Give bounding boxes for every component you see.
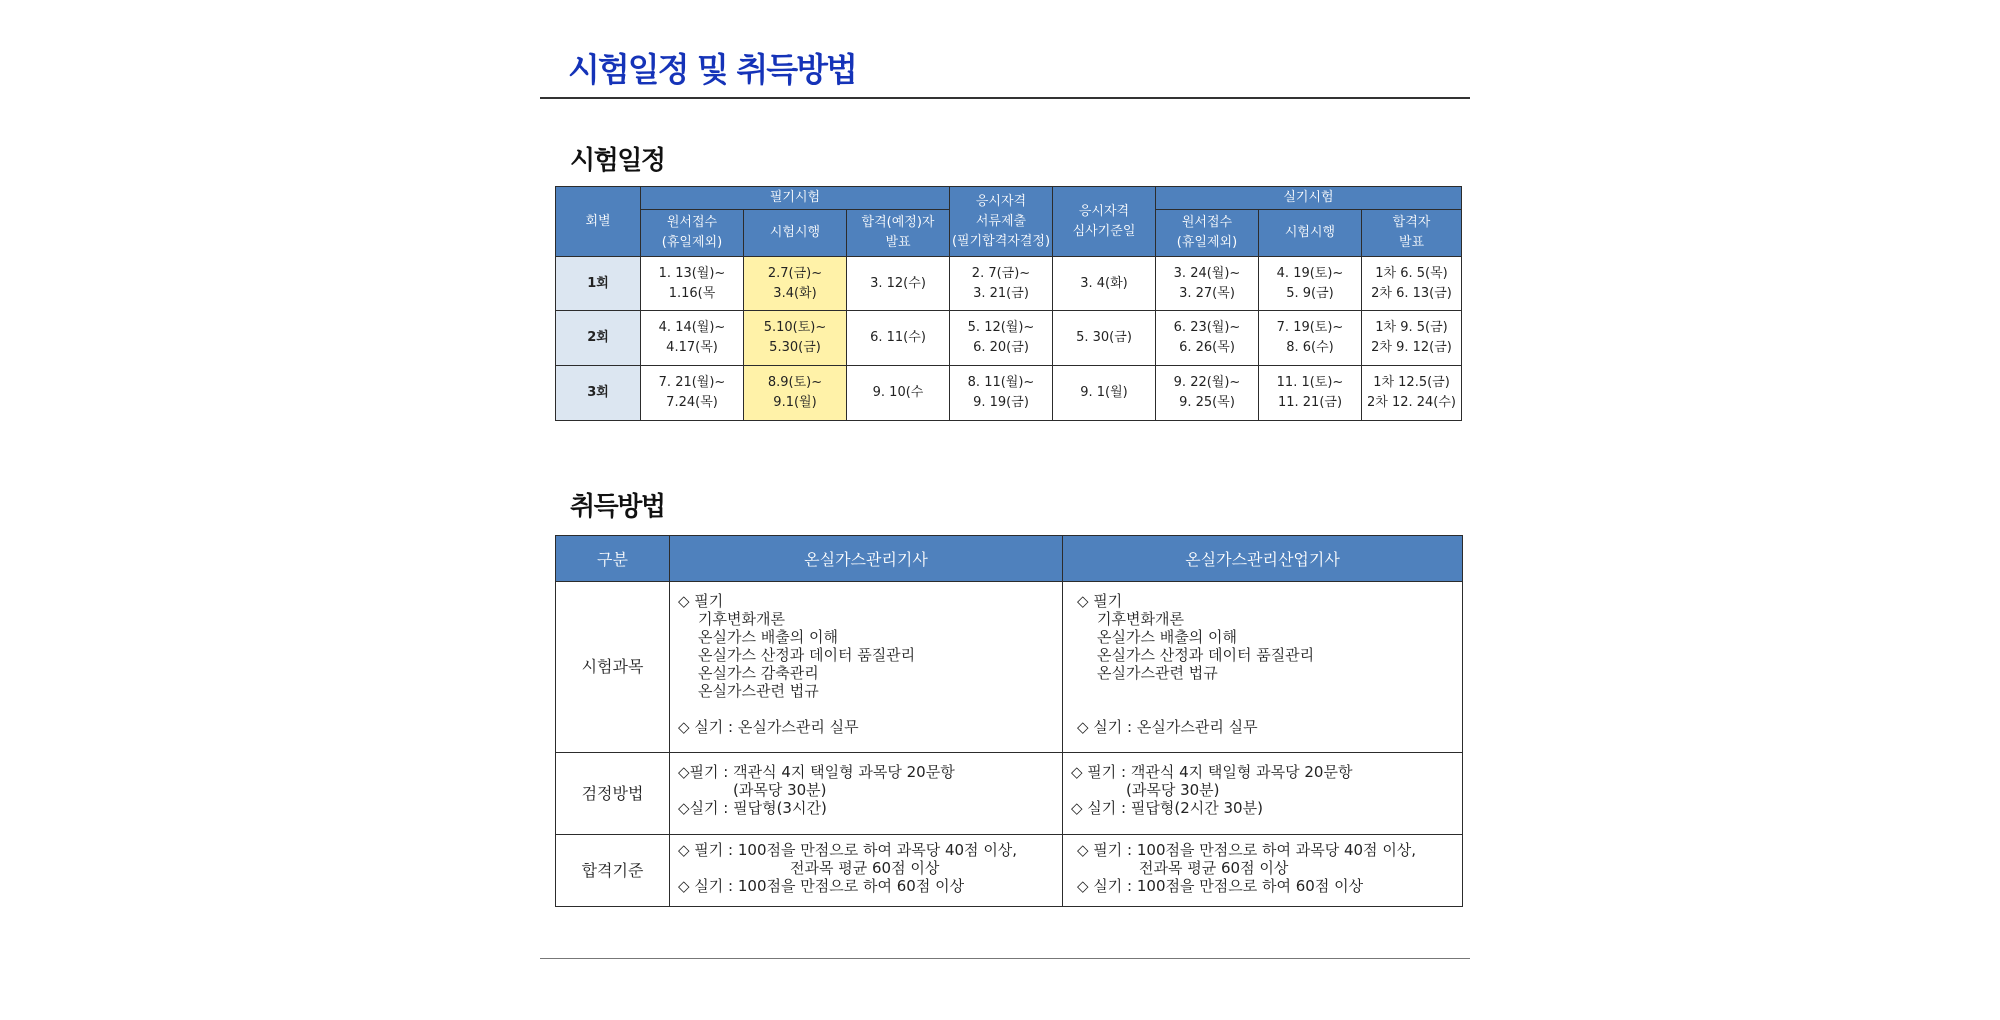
subjects-engineer-cell: ◇ 필기 기후변화개론 온실가스 배출의 이해 온실가스 산정과 데이터 품질관리 온실가스 감축관리 온실가스관련 법규 ◇ 실기 : 온실가스관리 실무 xyxy=(670,582,1063,753)
docs-cell: 5. 12(월)~ 6. 20(금) xyxy=(950,311,1053,366)
written-result-cell: 3. 12(수) xyxy=(847,257,950,311)
table-row xyxy=(556,753,1463,835)
exam-method-engineer-cell: ◇필기 : 객관식 4지 택일형 과목당 20문항 (과목당 30분) ◇실기 : 필답형(3시간) xyxy=(670,753,1063,835)
header-practical-result: 합격자 발표 xyxy=(1362,210,1462,257)
title-divider xyxy=(540,97,1470,99)
header-engineer: 온실가스관리기사 xyxy=(670,536,1063,582)
written-apply-cell: 7. 21(월)~ 7.24(목) xyxy=(641,366,744,421)
bottom-divider xyxy=(540,958,1470,959)
practical-exam-cell: 11. 1(토)~ 11. 21(금) xyxy=(1259,366,1362,421)
pass-criteria-industrial-cell: ◇ 필기 : 100점을 만점으로 하여 과목당 40점 이상, 전과목 평균 60점 이상 ◇ 실기 : 100점을 만점으로 하여 60점 이상 xyxy=(1063,835,1463,907)
round-cell: 3회 xyxy=(556,366,641,421)
header-written-exam: 시험시행 xyxy=(744,210,847,257)
table-row xyxy=(556,582,1463,753)
round-cell: 1회 xyxy=(556,257,641,311)
practical-apply-cell: 6. 23(월)~ 6. 26(목) xyxy=(1156,311,1259,366)
header-round: 회별 xyxy=(556,187,641,257)
practical-exam-cell: 7. 19(토)~ 8. 6(수) xyxy=(1259,311,1362,366)
table-row xyxy=(556,311,1462,366)
exam-method-label: 검정방법 xyxy=(556,753,670,835)
docs-cell: 8. 11(월)~ 9. 19(금) xyxy=(950,366,1053,421)
header-written-result: 합격(예정)자 발표 xyxy=(847,210,950,257)
method-table xyxy=(555,535,1463,907)
pass-criteria-label: 합격기준 xyxy=(556,835,670,907)
written-exam-cell: 5.10(토)~ 5.30(금) xyxy=(744,311,847,366)
written-result-cell: 9. 10(수 xyxy=(847,366,950,421)
page-title: 시험일정 및 취득방법 xyxy=(568,50,856,89)
header-written-group: 필기시험 xyxy=(641,187,950,210)
header-category: 구분 xyxy=(556,536,670,582)
header-written-apply: 원서접수 (휴일제외) xyxy=(641,210,744,257)
subjects-label: 시험과목 xyxy=(556,582,670,753)
header-practical-exam: 시험시행 xyxy=(1259,210,1362,257)
practical-result-cell: 1차 12.5(금) 2차 12. 24(수) xyxy=(1362,366,1462,421)
header-review: 응시자격 심사기준일 xyxy=(1053,187,1156,257)
written-exam-cell: 8.9(토)~ 9.1(월) xyxy=(744,366,847,421)
review-cell: 5. 30(금) xyxy=(1053,311,1156,366)
round-cell: 2회 xyxy=(556,311,641,366)
header-practical-apply: 원서접수 (휴일제외) xyxy=(1156,210,1259,257)
subjects-industrial-cell: ◇ 필기 기후변화개론 온실가스 배출의 이해 온실가스 산정과 데이터 품질관리 온실가스관련 법규 ◇ 실기 : 온실가스관리 실무 xyxy=(1063,582,1463,753)
written-apply-cell: 1. 13(월)~ 1.16(목 xyxy=(641,257,744,311)
practical-exam-cell: 4. 19(토)~ 5. 9(금) xyxy=(1259,257,1362,311)
table-row xyxy=(556,366,1462,421)
written-exam-cell: 2.7(금)~ 3.4(화) xyxy=(744,257,847,311)
docs-cell: 2. 7(금)~ 3. 21(금) xyxy=(950,257,1053,311)
written-result-cell: 6. 11(수) xyxy=(847,311,950,366)
review-cell: 9. 1(월) xyxy=(1053,366,1156,421)
practical-result-cell: 1차 9. 5(금) 2차 9. 12(금) xyxy=(1362,311,1462,366)
written-apply-cell: 4. 14(월)~ 4.17(목) xyxy=(641,311,744,366)
practical-result-cell: 1차 6. 5(목) 2차 6. 13(금) xyxy=(1362,257,1462,311)
header-practical-group: 실기시험 xyxy=(1156,187,1462,210)
schedule-heading: 시험일정 xyxy=(570,146,665,176)
method-heading: 취득방법 xyxy=(570,492,665,522)
exam-method-industrial-cell: ◇ 필기 : 객관식 4지 택일형 과목당 20문항 (과목당 30분) ◇ 실기 : 필답형(2시간 30분) xyxy=(1063,753,1463,835)
table-row xyxy=(556,835,1463,907)
schedule-table xyxy=(555,186,1462,421)
header-docs: 응시자격 서류제출 (필기합격자결정) xyxy=(950,187,1053,257)
practical-apply-cell: 3. 24(월)~ 3. 27(목) xyxy=(1156,257,1259,311)
pass-criteria-engineer-cell: ◇ 필기 : 100점을 만점으로 하여 과목당 40점 이상, 전과목 평균 60점 이상 ◇ 실기 : 100점을 만점으로 하여 60점 이상 xyxy=(670,835,1063,907)
header-industrial-engineer: 온실가스관리산업기사 xyxy=(1063,536,1463,582)
table-row xyxy=(556,257,1462,311)
review-cell: 3. 4(화) xyxy=(1053,257,1156,311)
practical-apply-cell: 9. 22(월)~ 9. 25(목) xyxy=(1156,366,1259,421)
